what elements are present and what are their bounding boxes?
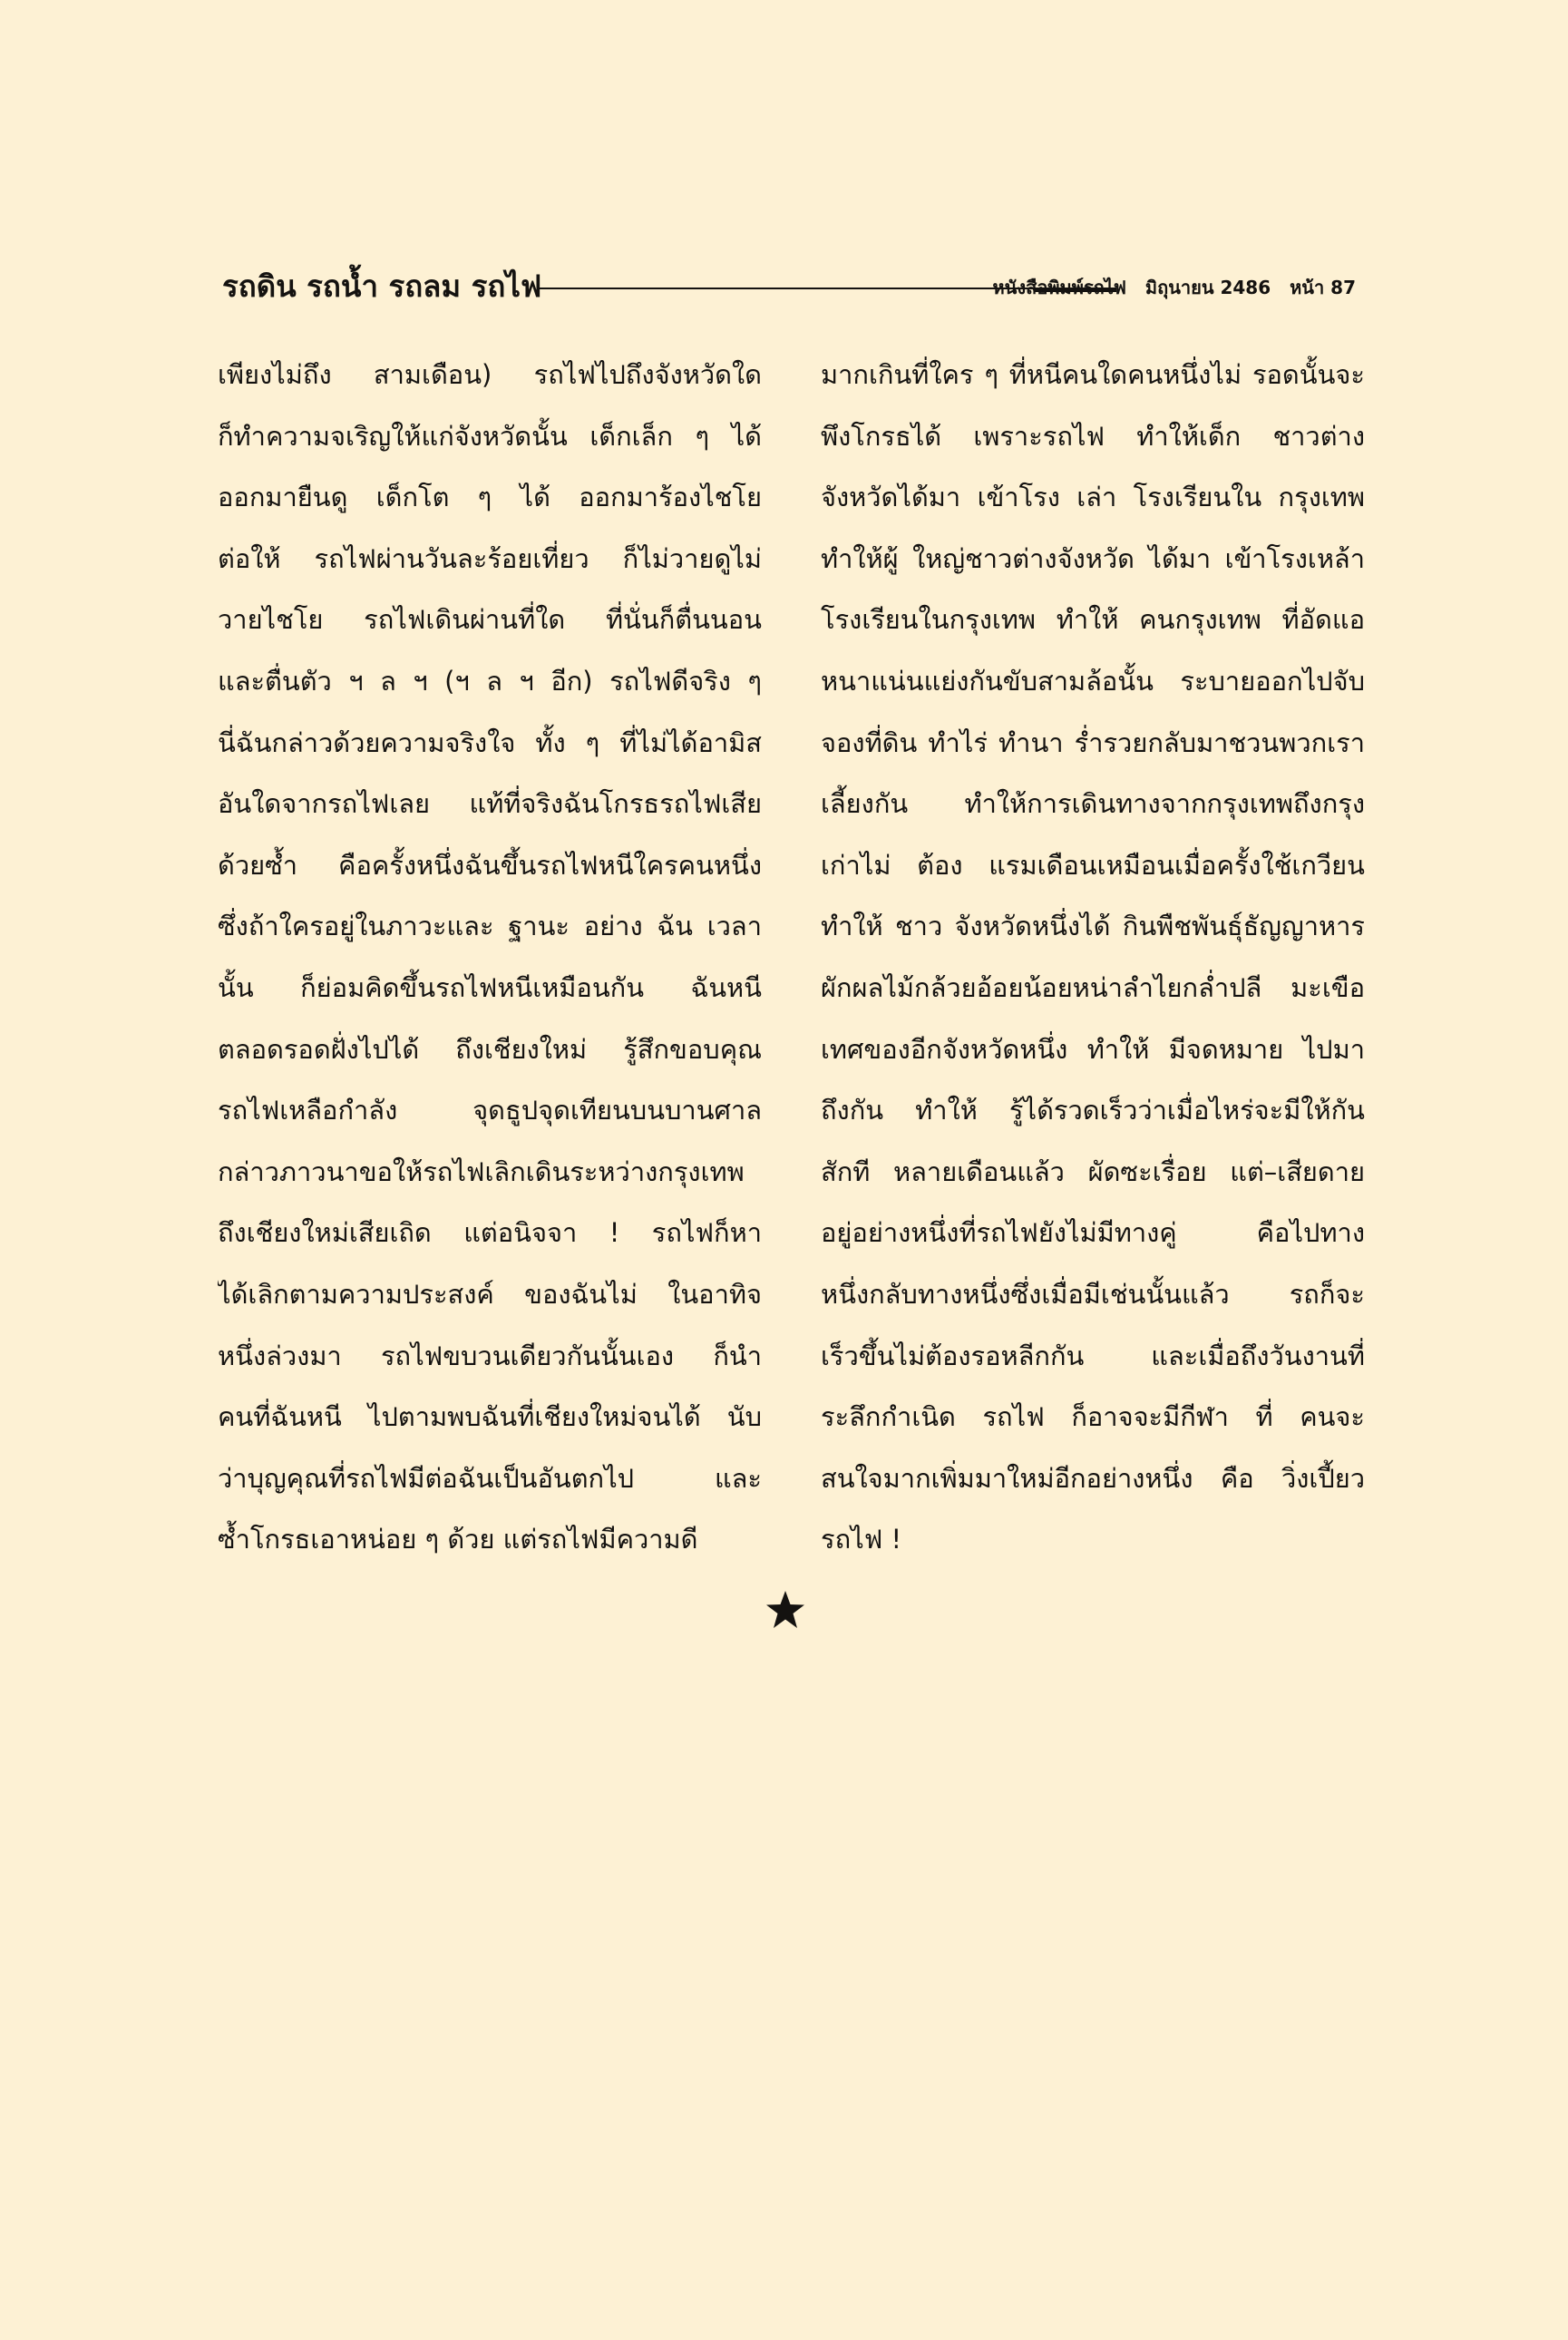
- running-head: [979, 272, 1356, 303]
- text-line: ระลึกกำเนิด รถไฟ ก็อาจจะมีกีฬา ที่ คนจะ: [821, 1401, 1365, 1433]
- issue-date: มิถุนายน 2486: [1144, 277, 1271, 298]
- text-line: มากเกินที่ใคร ๆ ที่หนีคนใดคนหนึ่งไม่ รอดนั้นจะ: [821, 359, 1365, 390]
- text-line: ทำให้ ชาว จังหวัดหนึ่งได้ กินพืชพันธุ์ธัญญาหาร: [821, 911, 1365, 942]
- text-line: ซึ่งถ้าใครอยู่ในภาวะและ ฐานะ อย่าง ฉัน เวลา: [218, 911, 762, 942]
- publication-name: หนังสือพิมพ์รถไฟ: [992, 277, 1126, 298]
- text-line: รถไฟเหลือกำลัง จุดธูปจุดเทียนบนบานศาล: [218, 1095, 762, 1126]
- text-line: ตลอดรอดฝั่งไปได้ ถึงเชียงใหม่ รู้สึกขอบคุณ: [218, 1033, 762, 1065]
- text-line: หนาแน่นแย่งกันขับสามล้อนั้น ระบายออกไปจับ: [821, 665, 1365, 697]
- text-line: ก็ทำความจเริญให้แก่จังหวัดนั้น เด็กเล็ก ๆ ได้: [218, 420, 762, 452]
- text-line: ทำให้ผู้ ใหญ่ชาวต่างจังหวัด ได้มา เข้าโรงเหล้า: [821, 542, 1365, 574]
- text-line: ซ้ำโกรธเอาหน่อย ๆ ด้วย แต่รถไฟมีความดี: [218, 1524, 698, 1555]
- text-line: จังหวัดได้มา เข้าโรง เล่า โรงเรียนใน กรุงเทพ: [821, 482, 1365, 513]
- text-line: นั้น ก็ย่อมคิดขึ้นรถไฟหนีเหมือนกัน ฉันหนี: [218, 971, 762, 1003]
- text-line: โรงเรียนในกรุงเทพ ทำให้ คนกรุงเทพ ที่อัดแอ: [821, 604, 1365, 636]
- text-line: ถึงเชียงใหม่เสียเถิด แต่อนิจจา ! รถไฟก็หา: [218, 1217, 762, 1249]
- text-line: ด้วยซ้ำ คือครั้งหนึ่งฉันขึ้นรถไฟหนีใครคนหนึ่ง: [218, 849, 762, 881]
- text-line: รถไฟ !: [821, 1524, 902, 1555]
- text-line: หนึ่งล่วงมา รถไฟขบวนเดียวกันนั้นเอง ก็นำ: [218, 1340, 762, 1371]
- text-line: จองที่ดิน ทำไร่ ทำนา ร่ำรวยกลับมาชวนพวกเรา: [821, 726, 1365, 758]
- text-line: ออกมายืนดู เด็กโต ๆ ได้ ออกมาร้องไชโย: [218, 482, 762, 513]
- text-line: เร็วขึ้นไม่ต้องรอหลีกกัน และเมื่อถึงวันงานที่: [821, 1340, 1365, 1371]
- text-line: เพียงไม่ถึง สามเดือน) รถไฟไปถึงจังหวัดใด: [218, 359, 762, 390]
- page-number: หน้า 87: [1290, 277, 1356, 298]
- text-line: อันใดจากรถไฟเลย แท้ที่จริงฉันโกรธรถไฟเสีย: [218, 788, 762, 820]
- text-line: หนึ่งกลับทางหนึ่งซึ่งเมื่อมีเช่นนั้นแล้ว รถก็จะ: [821, 1278, 1365, 1310]
- text-line: คนที่ฉันหนี ไปตามพบฉันที่เชียงใหม่จนได้ นับ: [218, 1401, 762, 1433]
- text-line: และตื่นตัว ฯ ล ฯ (ฯ ล ฯ อีก) รถไฟดีจริง ๆ: [218, 665, 762, 697]
- text-line: อยู่อย่างหนึ่งที่รถไฟยังไม่มีทางคู่ คือไปทาง: [821, 1217, 1365, 1249]
- article-title: รถดิน รถน้ำ รถลม รถไฟ: [222, 268, 542, 304]
- text-line: ได้เลิกตามความประสงค์ ของฉันไม่ ในอาทิจ: [218, 1278, 762, 1310]
- text-line: กล่าวภาวนาขอให้รถไฟเลิกเดินระหว่างกรุงเทพ: [218, 1155, 745, 1187]
- text-line: พึงโกรธได้ เพราะรถไฟ ทำให้เด็ก ชาวต่าง: [821, 420, 1365, 452]
- text-line: ถึงกัน ทำให้ รู้ได้รวดเร็วว่าเมื่อไหร่จะมีให้กัน: [821, 1095, 1365, 1126]
- text-column-right: [821, 345, 1365, 1571]
- star-icon: [765, 1589, 806, 1631]
- text-line: เทศของอีกจังหวัดหนึ่ง ทำให้ มีจดหมาย ไปมา: [821, 1033, 1365, 1065]
- text-line: สนใจมากเพิ่มมาใหม่อีกอย่างหนึ่ง คือ วิ่งเปี้ยว: [821, 1462, 1365, 1494]
- text-line: สักที หลายเดือนแล้ว ผัดซะเรื่อย แต่–เสียดาย: [821, 1155, 1365, 1187]
- text-line: เก่าไม่ ต้อง แรมเดือนเหมือนเมื่อครั้งใช้เกวียน: [821, 849, 1365, 881]
- text-line: วายไชโย รถไฟเดินผ่านที่ใด ที่นั่นก็ตื่นนอน: [218, 604, 762, 636]
- text-line: ต่อให้ รถไฟผ่านวันละร้อยเที่ยว ก็ไม่วายดูไม่: [218, 542, 762, 574]
- text-column-left: [218, 345, 762, 1571]
- page-header: [222, 265, 1356, 310]
- text-line: นี่ฉันกล่าวด้วยความจริงใจ ทั้ง ๆ ที่ไม่ได้อามิส: [218, 726, 762, 758]
- text-line: เลี้ยงกัน ทำให้การเดินทางจากกรุงเทพถึงกรุง: [821, 788, 1365, 820]
- text-line: ว่าบุญคุณที่รถไฟมีต่อฉันเป็นอันตกไป และ: [218, 1462, 762, 1494]
- text-line: ผักผลไม้กล้วยอ้อยน้อยหน่าลำไยกล่ำปลี มะเขือ: [821, 971, 1365, 1003]
